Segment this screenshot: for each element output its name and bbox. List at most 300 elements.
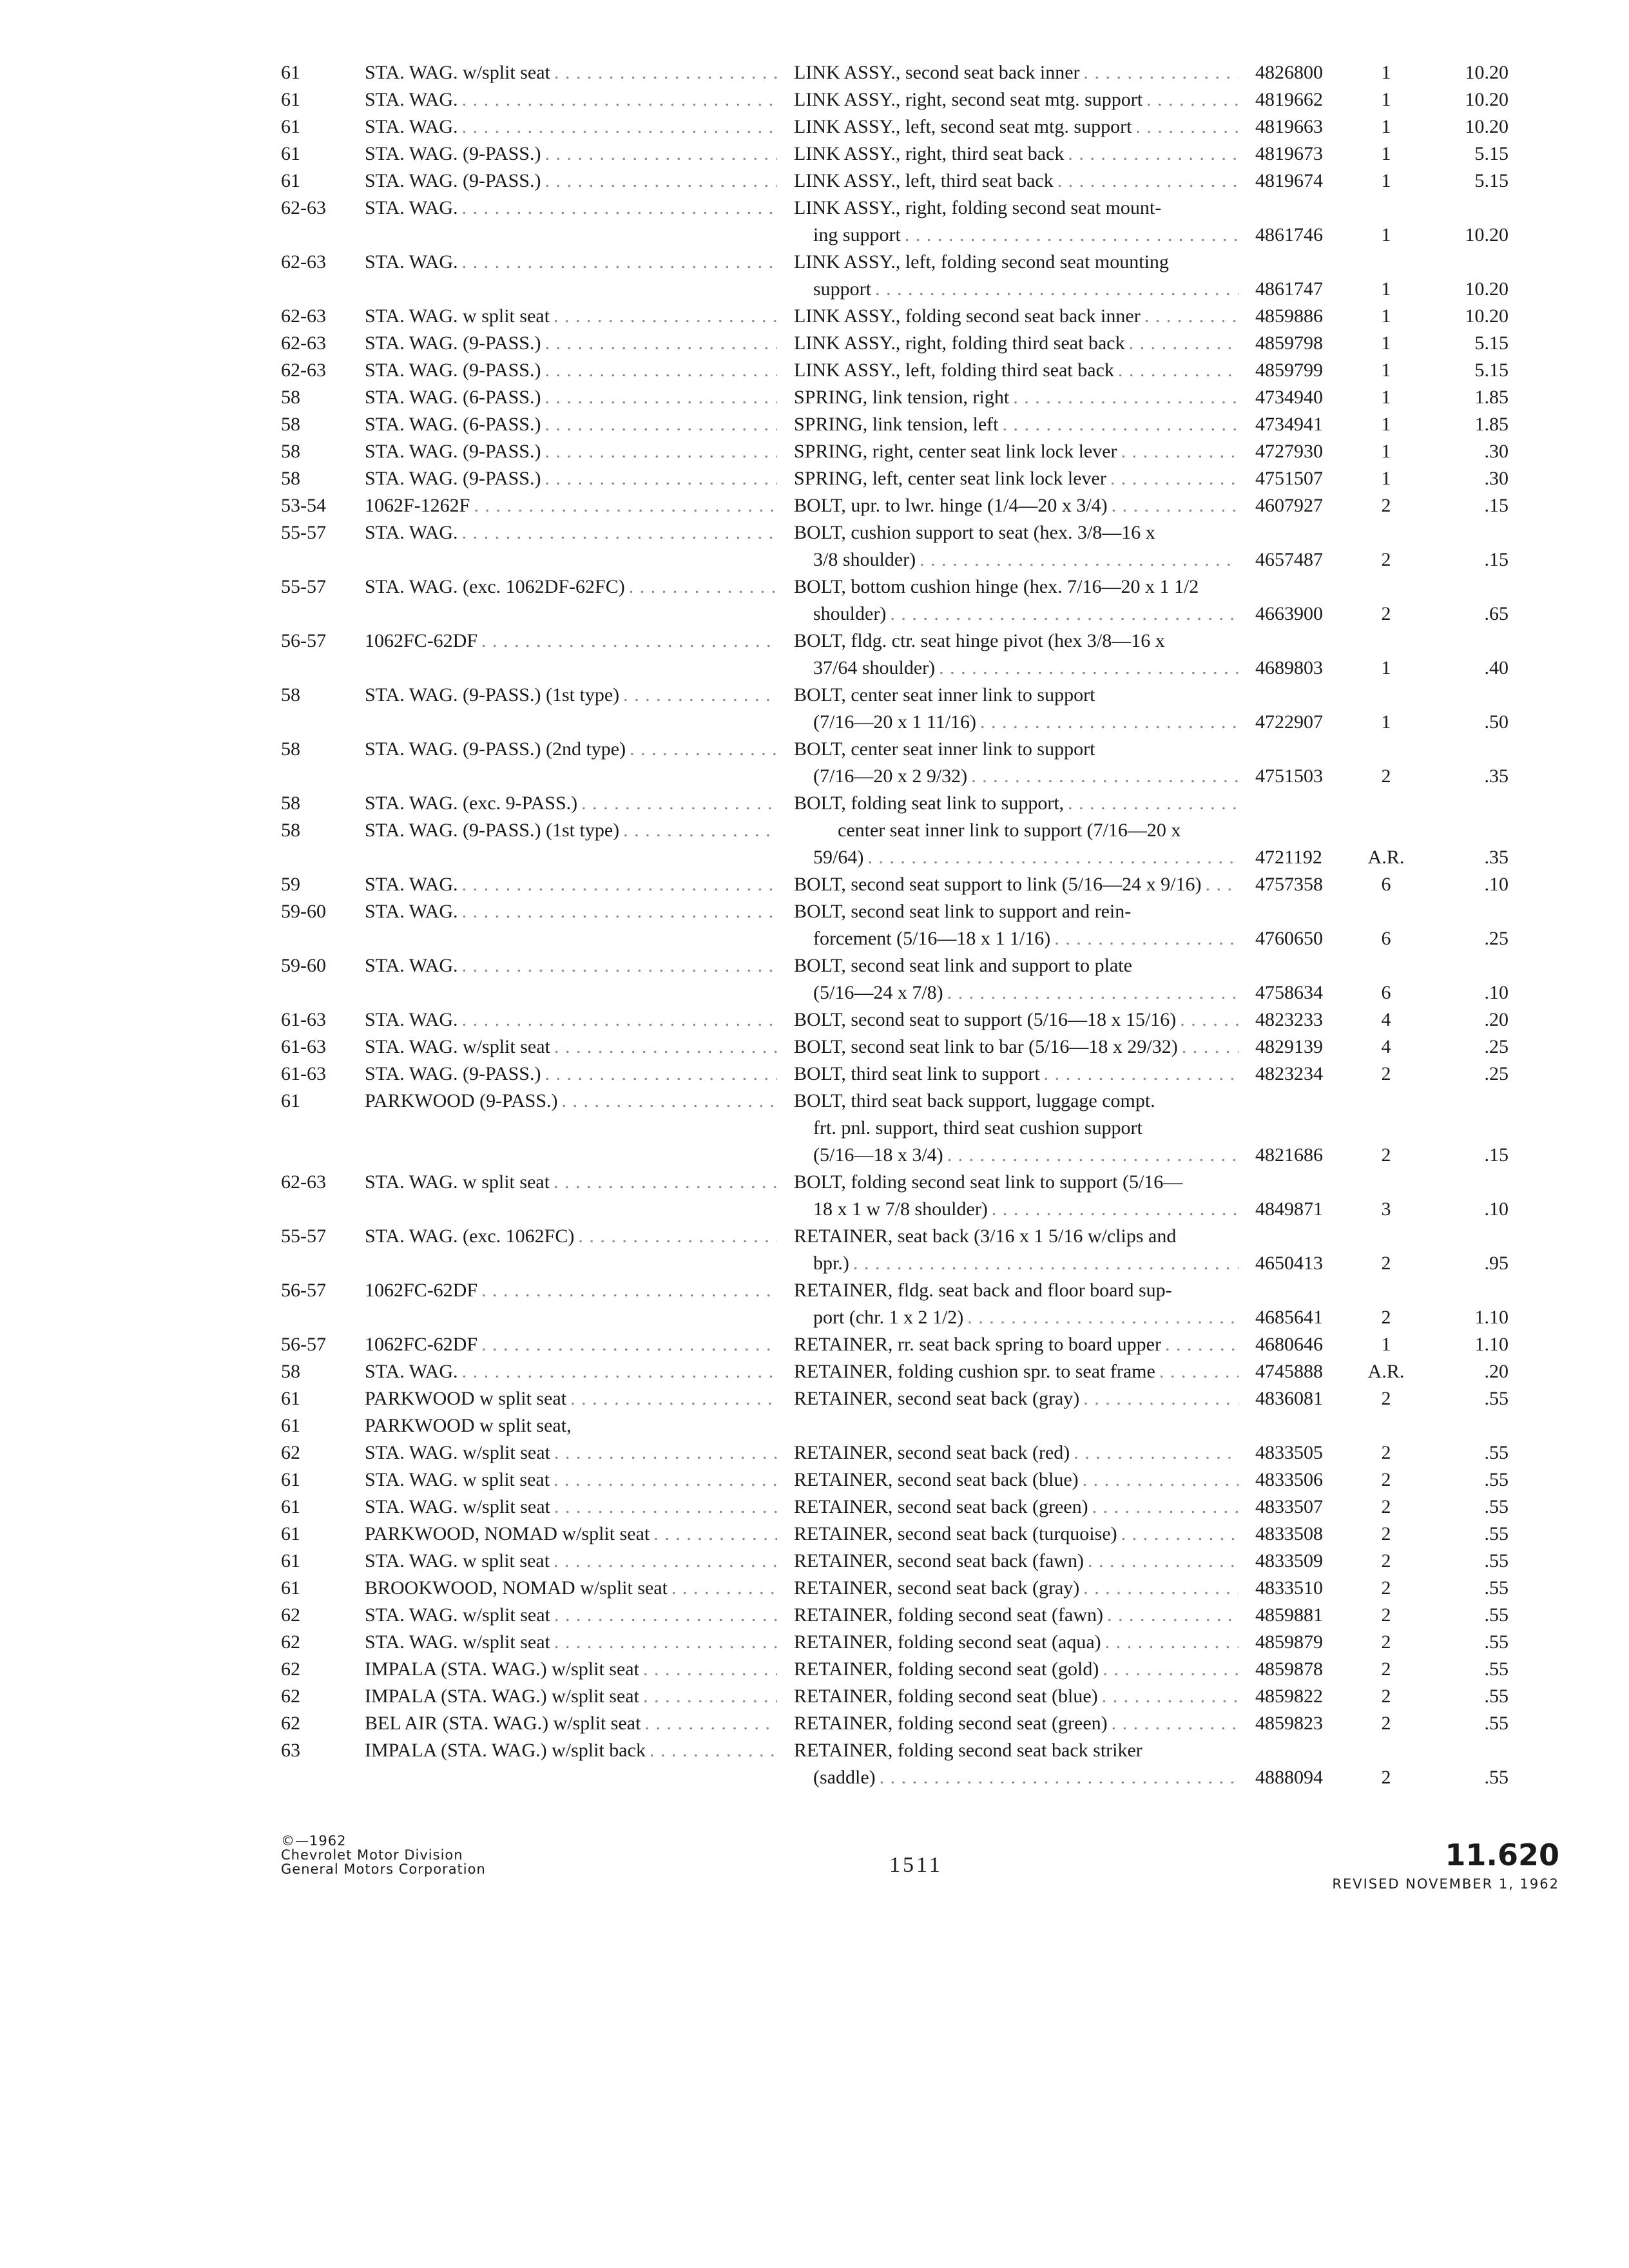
dot-leader [474,492,777,519]
model-name [365,1439,777,1466]
description-text: RETAINER, folding second seat (green) [794,1713,1108,1734]
part-number: 4849871 [1255,1198,1323,1220]
description-line [794,249,1239,276]
dot-leader [554,1466,777,1494]
part-description [794,1683,1239,1710]
model-name [365,384,777,411]
dot-leader [481,628,777,655]
part-number: 4859822 [1255,1686,1323,1707]
model-year: 62 [281,1713,300,1734]
description-line [794,1115,1239,1142]
quantity: 3 [1381,1198,1391,1220]
part-number: 4727930 [1255,441,1323,462]
dot-leader [630,736,777,763]
quantity: 1 [1381,62,1391,83]
dot-leader [644,1710,777,1737]
model-name-text: STA. WAG. w/split seat [365,1442,550,1463]
description-text: RETAINER, fldg. seat back and floor board sup- [794,1280,1172,1301]
model-name-text: 1062FC-62DF [365,630,478,651]
model-name [365,1683,777,1710]
model-name [365,736,777,763]
description-line [794,1088,1239,1115]
model-name [365,411,777,438]
model-name [365,1331,777,1358]
description-text: BOLT, third seat back support, luggage compt. [794,1090,1155,1111]
dot-leader [462,113,777,140]
description-text: LINK ASSY., right, third seat back [794,143,1065,164]
model-name-text: STA. WAG. w/split seat [365,1604,550,1626]
parts-row [281,1548,1563,1575]
model-year: 58 [281,738,300,760]
model-name [365,59,777,86]
quantity: 2 [1381,1767,1391,1788]
model-year: 58 [281,793,300,814]
description-line [794,1575,1239,1602]
description-text: LINK ASSY., left, third seat back [794,170,1054,191]
model-name-text: PARKWOOD (9-PASS.) [365,1090,558,1111]
quantity: 2 [1381,1713,1391,1734]
part-description [794,682,1239,736]
dot-leader [1165,1331,1239,1358]
description-text: (saddle) [813,1767,876,1788]
part-number: 4734940 [1255,387,1323,408]
part-description [794,1331,1239,1358]
dot-leader [545,384,778,411]
model-name [365,438,777,465]
dot-leader [578,1223,777,1250]
quantity: 1 [1381,441,1391,462]
dot-leader [853,1250,1239,1277]
model-name [365,682,777,709]
model-year: 63 [281,1740,300,1761]
description-text: RETAINER, folding second seat back striker [794,1740,1142,1761]
model-year: 61 [281,1090,300,1111]
parts-row [281,1629,1563,1656]
list-price: .35 [1484,847,1509,868]
quantity: 2 [1381,1577,1391,1599]
dot-leader [481,1331,777,1358]
description-text: BOLT, cushion support to seat (hex. 3/8—16 x [794,522,1155,543]
list-price: .55 [1484,1713,1509,1734]
model-name [365,1385,777,1412]
model-year: 61 [281,170,300,191]
parts-row [281,168,1563,195]
model-name [365,303,777,330]
description-line [794,925,1239,952]
description-line [794,1683,1239,1710]
model-name [365,898,777,925]
dot-leader [554,1439,777,1466]
parts-row [281,140,1563,168]
division-name: Chevrolet Motor Division [281,1847,463,1863]
part-description [794,86,1239,113]
description-text: RETAINER, folding cushion spr. to seat frame [794,1361,1155,1382]
description-text: LINK ASSY., folding second seat back inner [794,305,1141,327]
parts-row [281,1223,1563,1277]
model-name [365,790,777,817]
description-line [794,1385,1239,1412]
list-price: .55 [1484,1469,1509,1490]
model-year: 59 [281,874,300,895]
parts-row [281,1006,1563,1033]
dot-leader [947,1142,1239,1169]
model-name-text: PARKWOOD w split seat [365,1388,567,1409]
description-line [794,952,1239,979]
list-price: .10 [1484,874,1509,895]
dot-leader [920,546,1239,573]
model-name-text: IMPALA (STA. WAG.) w/split back [365,1740,646,1761]
part-description [794,519,1239,573]
parts-row [281,952,1563,1006]
dot-leader [554,303,777,330]
description-text: RETAINER, rr. seat back spring to board upper [794,1334,1161,1355]
part-description [794,59,1239,86]
model-year: 55-57 [281,1225,326,1247]
model-year: 55-57 [281,576,326,597]
description-line [794,1548,1239,1575]
description-line [794,628,1239,655]
quantity: 2 [1381,1550,1391,1571]
model-year: 62 [281,1442,300,1463]
model-name-text: STA. WAG. (9-PASS.) (1st type) [365,684,620,706]
list-price: 5.15 [1474,332,1509,354]
dot-leader [1118,357,1239,384]
quantity: 1 [1381,143,1391,164]
model-year: 58 [281,1361,300,1382]
part-description [794,465,1239,492]
model-year: 61 [281,1388,300,1409]
model-name-text: STA. WAG. (exc. 9-PASS.) [365,793,578,814]
part-description [794,573,1239,628]
model-name [365,1737,777,1764]
description-line [794,411,1239,438]
parts-row [281,1602,1563,1629]
part-description [794,790,1239,817]
parts-row [281,1412,1563,1439]
quantity: 1 [1381,332,1391,354]
dot-leader [1068,140,1239,168]
parts-row [281,438,1563,465]
model-year: 58 [281,414,300,435]
section-number: 11.620 [1445,1838,1559,1872]
description-text: forcement (5/16—18 x 1 1/16) [813,928,1051,949]
description-line [794,655,1239,682]
dot-leader [1083,1466,1239,1494]
description-line [794,1439,1239,1466]
description-line [794,898,1239,925]
part-number: 4819662 [1255,89,1323,110]
part-number: 4821686 [1255,1144,1323,1166]
list-price: .55 [1484,1496,1509,1517]
part-description [794,1494,1239,1521]
description-text: 59/64) [813,847,864,868]
description-line [794,465,1239,492]
list-price: 1.85 [1474,414,1509,435]
list-price: 1.10 [1474,1307,1509,1328]
description-text: BOLT, center seat inner link to support [794,684,1095,706]
list-price: 1.85 [1474,387,1509,408]
model-name-text: STA. WAG. [365,1361,458,1382]
quantity: 1 [1381,387,1391,408]
list-price: .55 [1484,1686,1509,1707]
description-line [794,1033,1239,1061]
description-text: BOLT, fldg. ctr. seat hinge pivot (hex 3/8—16 x [794,630,1165,651]
part-description [794,1439,1239,1466]
description-line [794,1061,1239,1088]
list-price: 5.15 [1474,360,1509,381]
model-year: 62-63 [281,305,326,327]
part-description [794,1223,1239,1277]
parts-row [281,898,1563,952]
model-name-text: BROOKWOOD, NOMAD w/split seat [365,1577,668,1599]
part-number: 4859878 [1255,1658,1323,1680]
part-number: 4833505 [1255,1442,1323,1463]
model-name [365,1223,777,1250]
part-number: 4833510 [1255,1577,1323,1599]
part-number: 4819674 [1255,170,1323,191]
part-number: 4833508 [1255,1523,1323,1544]
dot-leader [1112,492,1239,519]
list-price: 10.20 [1465,305,1509,327]
part-description [794,1061,1239,1088]
model-name [365,1710,777,1737]
model-name [365,519,777,546]
description-line [794,573,1239,601]
part-description [794,1548,1239,1575]
model-name [365,1602,777,1629]
part-description [794,817,1239,871]
description-text: RETAINER, second seat back (gray) [794,1388,1080,1409]
dot-leader [462,1358,777,1385]
parts-row [281,1656,1563,1683]
parts-row [281,682,1563,736]
part-number: 4836081 [1255,1388,1323,1409]
parts-row [281,1466,1563,1494]
list-price: .65 [1484,603,1509,624]
part-number: 4819673 [1255,143,1323,164]
parts-row [281,1358,1563,1385]
model-year: 62-63 [281,251,326,273]
dot-leader [554,59,777,86]
part-number: 4829139 [1255,1036,1323,1057]
list-price: 10.20 [1465,278,1509,300]
model-name-text: STA. WAG. w/split seat [365,62,550,83]
model-name [365,249,777,276]
part-description [794,1602,1239,1629]
dot-leader [650,1737,777,1764]
parts-row [281,1737,1563,1791]
model-name [365,1656,777,1683]
dot-leader [1103,1656,1239,1683]
description-text: RETAINER, seat back (3/16 x 1 5/16 w/clips and [794,1225,1177,1247]
model-name-text: STA. WAG. w/split seat [365,1496,550,1517]
description-line [794,1737,1239,1764]
dot-leader [462,952,777,979]
model-year: 59-60 [281,955,326,976]
description-line [794,709,1239,736]
dot-leader [623,682,777,709]
description-text: shoulder) [813,603,887,624]
model-name-text: STA. WAG. (exc. 1062DF-62FC) [365,576,625,597]
dot-leader [1068,790,1239,817]
part-number: 4833509 [1255,1550,1323,1571]
model-name-text: STA. WAG. [365,116,458,137]
description-line [794,276,1239,303]
model-name-text: 1062F-1262F [365,495,470,516]
quantity: 1 [1381,224,1391,245]
description-text: ing support [813,224,901,245]
part-description [794,1521,1239,1548]
dot-leader [462,519,777,546]
model-year: 61 [281,1469,300,1490]
list-price: .55 [1484,1550,1509,1571]
parts-row [281,195,1563,249]
description-line [794,1710,1239,1737]
quantity: 2 [1381,1631,1391,1653]
model-name-text: STA. WAG. [365,197,458,218]
dot-leader [890,601,1239,628]
model-name-text: STA. WAG. w split seat [365,1550,550,1571]
quantity: 1 [1381,1334,1391,1355]
model-year: 53-54 [281,495,326,516]
quantity: 1 [1381,89,1391,110]
dot-leader [1013,384,1239,411]
parts-row [281,492,1563,519]
description-text: 18 x 1 w 7/8 shoulder) [813,1198,988,1220]
description-line [794,871,1239,898]
description-text: BOLT, second seat link to support and rein- [794,901,1132,922]
parts-row [281,736,1563,790]
page-number: 1511 [889,1853,943,1877]
dot-leader [1121,1521,1239,1548]
list-price: .50 [1484,711,1509,733]
parts-row [281,86,1563,113]
description-text: BOLT, second seat support to link (5/16—24 x 9/16) [794,874,1202,895]
model-name-text: STA. WAG. [365,522,458,543]
part-description [794,168,1239,195]
dot-leader [554,1602,777,1629]
description-text: LINK ASSY., left, folding third seat back [794,360,1114,381]
quantity: 2 [1381,1388,1391,1409]
part-description [794,898,1239,952]
model-name [365,1169,777,1196]
description-line [794,790,1239,817]
list-price: .20 [1484,1361,1509,1382]
quantity: 2 [1381,1063,1391,1084]
description-text: SPRING, left, center seat link lock lever [794,468,1106,489]
list-price: .25 [1484,928,1509,949]
model-name-text: BEL AIR (STA. WAG.) w/split seat [365,1713,641,1734]
model-year: 59-60 [281,901,326,922]
description-line [794,736,1239,763]
model-name [365,1088,777,1115]
parts-row [281,1033,1563,1061]
list-price: 5.15 [1474,143,1509,164]
description-line [794,140,1239,168]
parts-row [281,573,1563,628]
model-year: 58 [281,387,300,408]
part-description [794,1033,1239,1061]
quantity: 4 [1381,1009,1391,1030]
list-price: .35 [1484,765,1509,787]
model-year: 58 [281,441,300,462]
quantity: 2 [1381,1253,1391,1274]
dot-leader [581,790,777,817]
dot-leader [545,1061,778,1088]
part-number: 4859886 [1255,305,1323,327]
model-name [365,492,777,519]
part-number: 4758634 [1255,982,1323,1003]
list-price: .25 [1484,1063,1509,1084]
dot-leader [1180,1006,1239,1033]
part-number: 4861747 [1255,278,1323,300]
dot-leader [545,330,778,357]
model-name-text: IMPALA (STA. WAG.) w/split seat [365,1686,639,1707]
dot-leader [939,655,1239,682]
model-year: 58 [281,820,300,841]
description-text: LINK ASSY., right, folding second seat mount- [794,197,1162,218]
dot-leader [545,140,778,168]
model-name-text: STA. WAG. (9-PASS.) [365,468,541,489]
dot-leader [867,844,1239,871]
model-name-text: STA. WAG. w split seat [365,1171,550,1193]
model-name [365,1006,777,1033]
description-text: SPRING, link tension, right [794,387,1010,408]
part-description [794,952,1239,1006]
description-text: BOLT, bottom cushion hinge (hex. 7/16—20 x 1 1/2 [794,576,1199,597]
quantity: 1 [1381,657,1391,678]
model-year: 62-63 [281,360,326,381]
part-description [794,1358,1239,1385]
part-description [794,1385,1239,1412]
model-year: 61 [281,116,300,137]
model-year: 56-57 [281,1280,326,1301]
part-description [794,1466,1239,1494]
description-text: 37/64 shoulder) [813,657,936,678]
quantity: 2 [1381,549,1391,570]
model-year: 62 [281,1658,300,1680]
description-line [794,546,1239,573]
description-text: SPRING, link tension, left [794,414,999,435]
part-description [794,411,1239,438]
dot-leader [1121,438,1239,465]
model-name [365,86,777,113]
description-line [794,59,1239,86]
model-name-text: STA. WAG. (9-PASS.) [365,441,541,462]
model-name [365,195,777,222]
quantity: 2 [1381,1604,1391,1626]
dot-leader [880,1764,1239,1791]
model-name-text: STA. WAG. [365,874,458,895]
description-text: RETAINER, second seat back (blue) [794,1469,1079,1490]
model-name-text: STA. WAG. [365,901,458,922]
dot-leader [623,817,777,844]
model-year: 61 [281,1550,300,1571]
description-line [794,1602,1239,1629]
parts-row [281,249,1563,303]
description-line [794,1250,1239,1277]
dot-leader [643,1683,777,1710]
part-description [794,1737,1239,1791]
part-number: 4721192 [1255,847,1322,868]
model-year: 61 [281,1523,300,1544]
dot-leader [1182,1033,1239,1061]
model-name-text: IMPALA (STA. WAG.) w/split seat [365,1658,639,1680]
dot-leader [980,709,1239,736]
part-description [794,1006,1239,1033]
description-text: LINK ASSY., right, folding third seat back [794,332,1125,354]
description-line [794,1629,1239,1656]
